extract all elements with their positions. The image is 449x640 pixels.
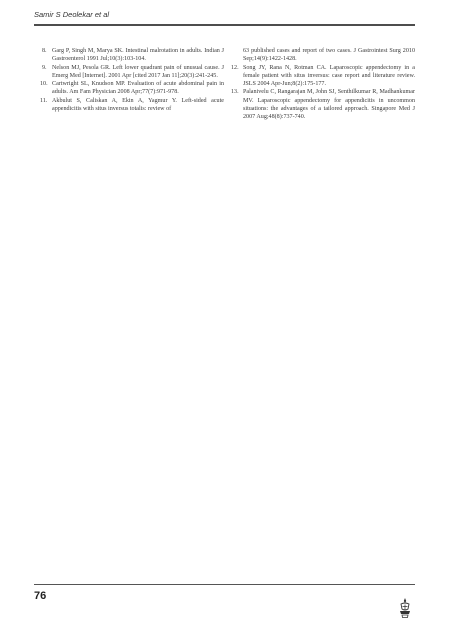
publisher-emblem-icon bbox=[398, 597, 412, 619]
reference-number: 10. bbox=[40, 81, 48, 88]
reference-number: 9. bbox=[42, 64, 47, 71]
reference-number: 11. bbox=[40, 97, 48, 104]
reference-text: Palanivelu C, Rangarajan M, John SJ, Senthilkumar R, Madhankumar MV. Laparoscopic appendectomy for appendicitis in uncommon situations: the advantages of a tailored approach. Singapore Med J 2007 Aug;48(8):737-740. bbox=[243, 89, 415, 121]
reference-number: 8. bbox=[42, 48, 47, 54]
reference-item bbox=[42, 97, 224, 114]
reference-number: 13. bbox=[231, 89, 239, 96]
reference-number: 12. bbox=[231, 64, 239, 71]
page-number: 76 bbox=[34, 590, 47, 602]
footer-rule bbox=[34, 584, 415, 585]
references-column-right bbox=[233, 47, 415, 122]
reference-text: Song JY, Rana N, Rotman CA. Laparoscopic appendectomy in a female patient with situs inversus: case report and literature review. JSLS 2004 Apr-Jun;8(2):175-177. bbox=[243, 64, 415, 88]
header-rule bbox=[34, 24, 415, 26]
reference-item bbox=[42, 64, 224, 81]
running-head: Samir S Deolekar et al bbox=[34, 10, 110, 19]
reference-text: 63 published cases and report of two cases. J Gastrointest Surg 2010 Sep;14(9):1422-1428. bbox=[243, 48, 415, 63]
reference-item bbox=[42, 47, 224, 64]
reference-item bbox=[233, 47, 415, 64]
reference-text: Nelson MJ, Pesola GR. Left lower quadrant pain of unusual cause. J Emerg Med [Internet]. 2001 Apr [cited 2017 Jan 11];20(3):241-245. bbox=[52, 64, 224, 79]
reference-text: Cartwright SL, Knudson MP. Evaluation of acute abdominal pain in adults. Am Fam Physician 2008 Apr;77(7):971-978. bbox=[52, 81, 224, 96]
reference-item bbox=[233, 64, 415, 89]
reference-text: Garg P, Singh M, Marya SK. Intestinal malrotation in adults. Indian J Gastroenterol 1991 Jul;10(3):103-104. bbox=[52, 48, 224, 63]
references-column-left bbox=[42, 47, 224, 113]
reference-item bbox=[42, 80, 224, 97]
reference-item bbox=[233, 88, 415, 121]
reference-text: Akbulut S, Caliskan A, Ekin A, Yagmur Y. Left-sided acute appendicitis with situs inversus totalis: review of bbox=[52, 97, 224, 113]
